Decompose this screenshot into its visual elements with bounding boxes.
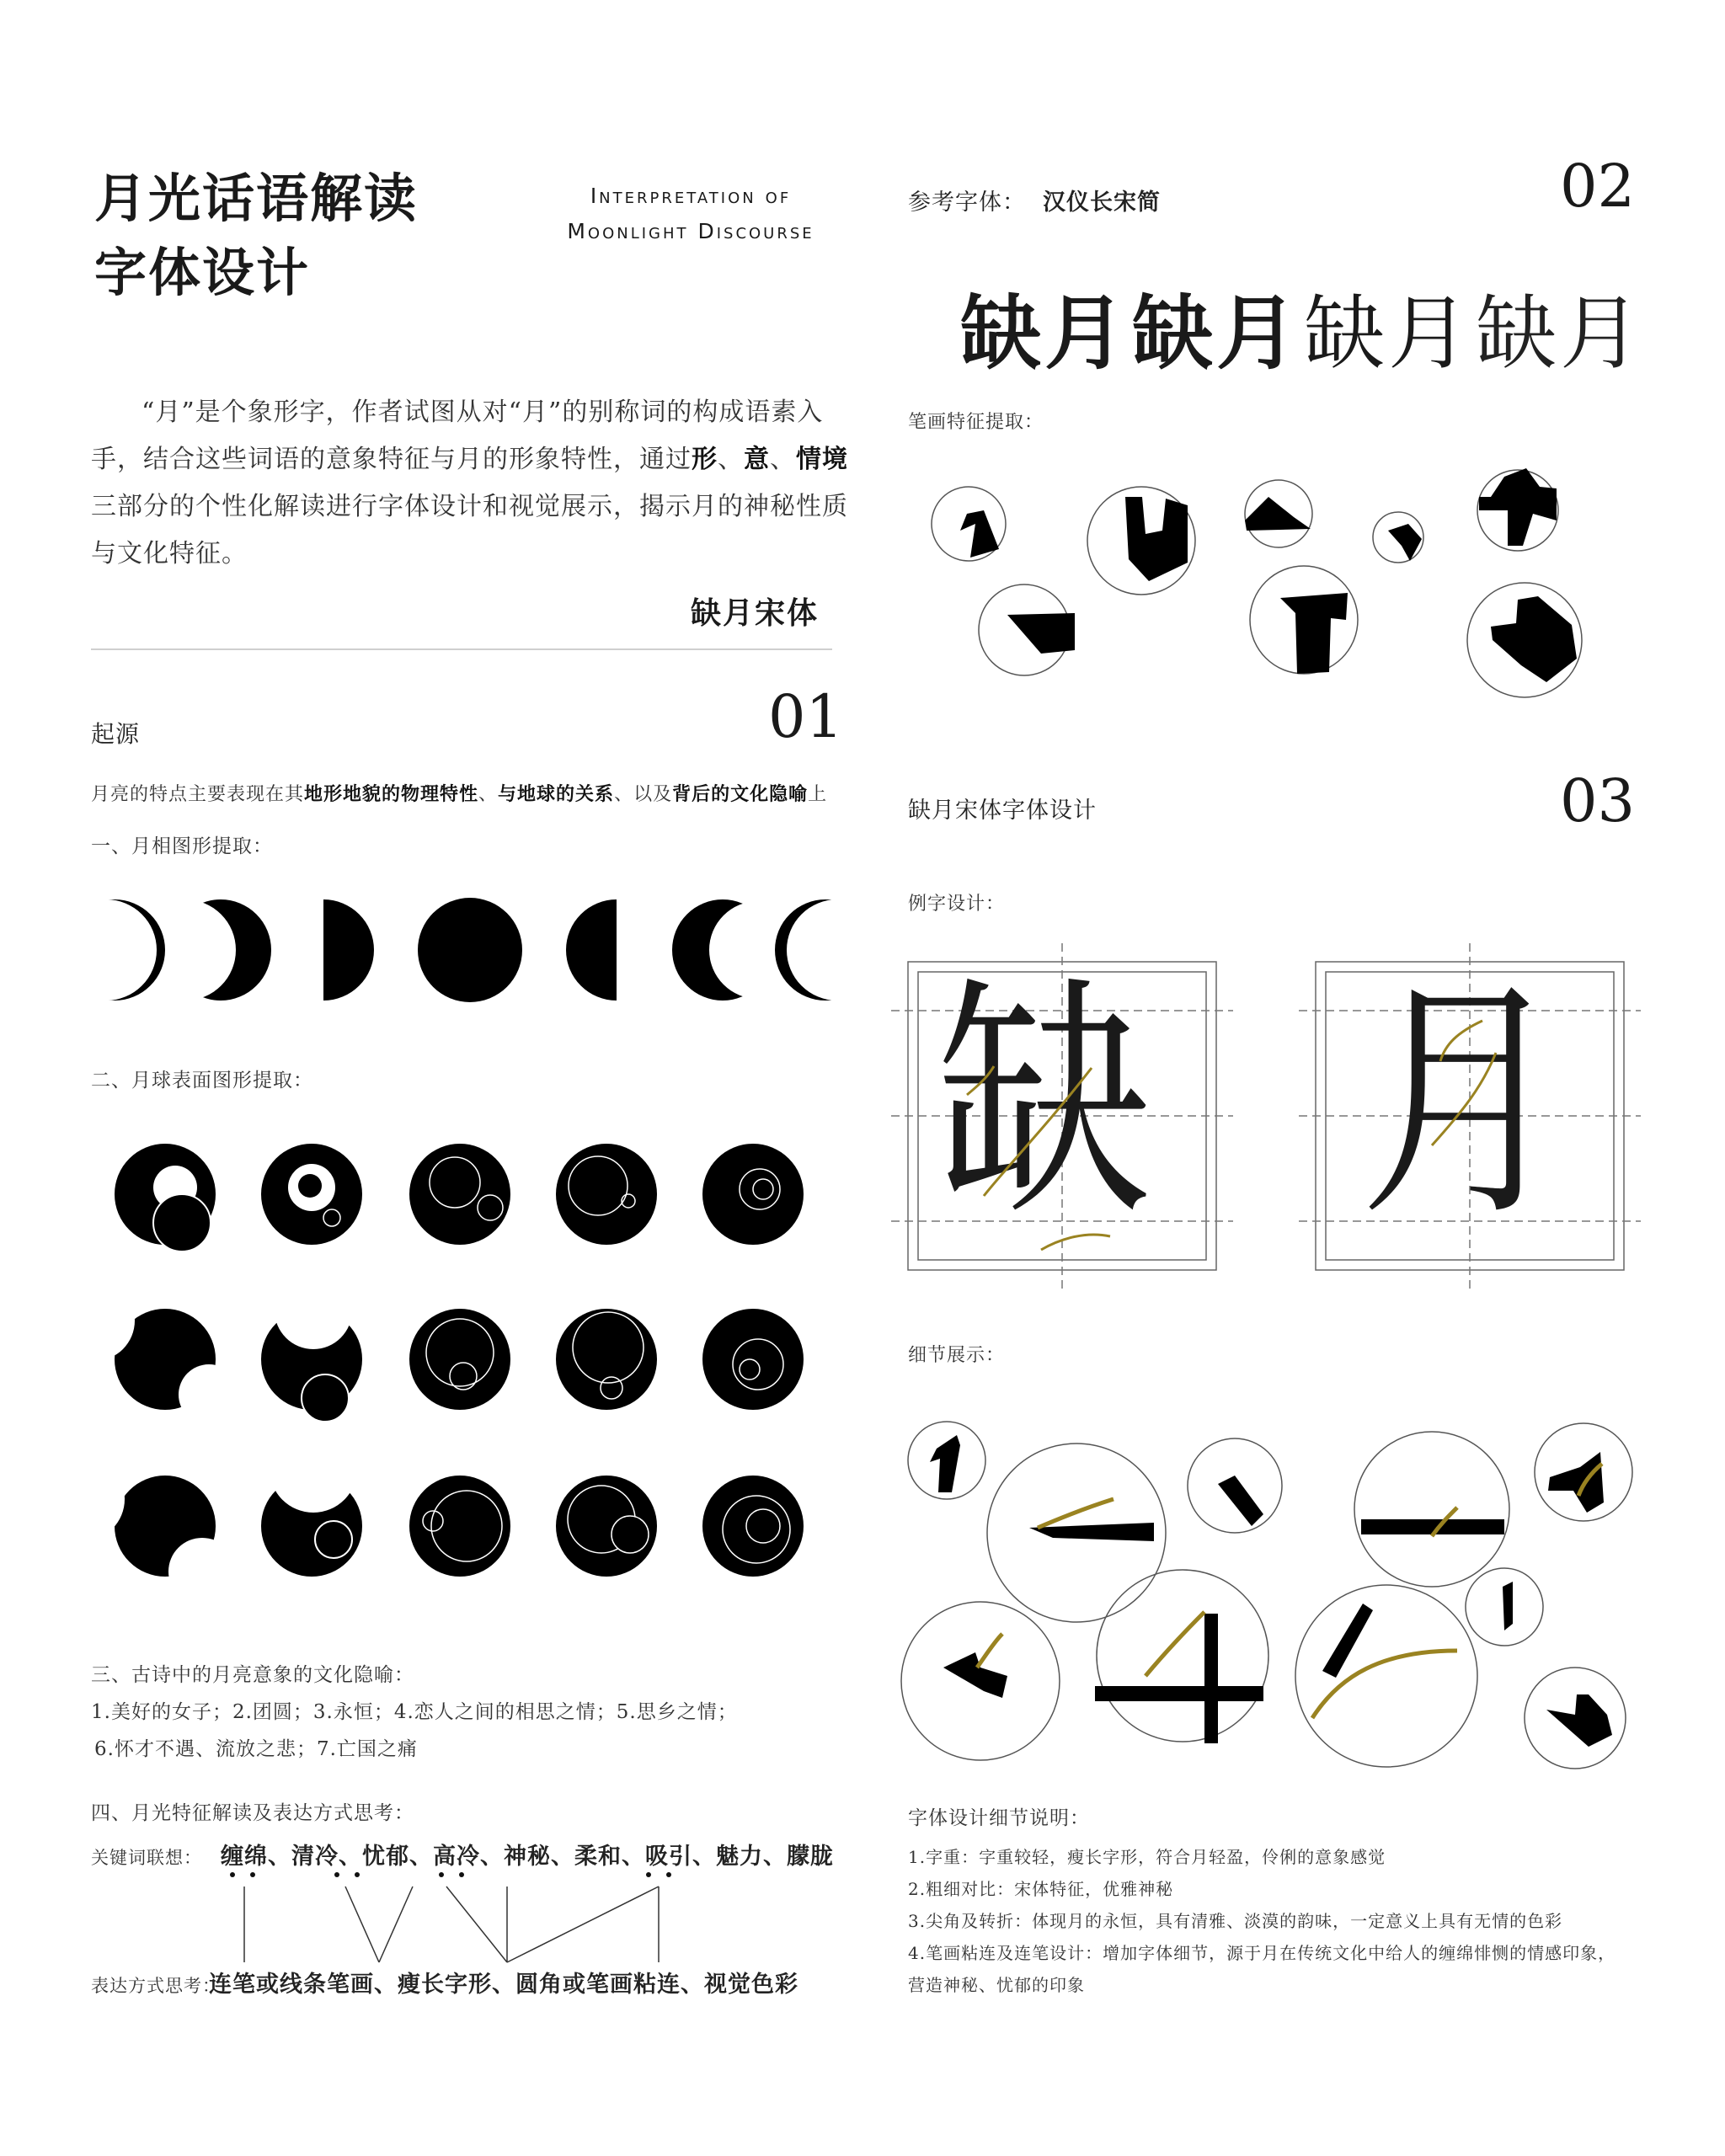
poetry-line-1: 1.美好的女子；2.团圆；3.永恒；4.恋人之间的相思之情；5.思乡之情； xyxy=(91,1701,738,1723)
section-03-title: 缺月宋体字体设计 xyxy=(908,798,1097,824)
font-name: 缺月宋体 xyxy=(691,595,820,631)
sample-bold: 缺月 xyxy=(1132,286,1300,381)
section-01-title: 起源 xyxy=(91,720,141,748)
analysis-label: 四、月光特征解读及表达方式思考： xyxy=(91,1802,414,1824)
moon-phase-label: 一、月相图形提取： xyxy=(91,835,273,857)
stroke-feature-label: 笔画特征提取： xyxy=(908,412,1044,433)
poetry-label: 三、古诗中的月亮意象的文化隐喻： xyxy=(91,1664,414,1686)
intro-text-1: “月”是个象形字，作者试图从对“月”的别称词的构成语素入手，结合这些词语的意象特征与月的形象特性，通过 xyxy=(91,398,824,474)
sample-light: 缺月 xyxy=(1476,286,1644,381)
desc-b: 地形地貌的物理特性 xyxy=(304,783,479,805)
intro-keyword-meaning: 意 xyxy=(744,445,770,474)
section-03-number: 03 xyxy=(1560,766,1636,835)
title-line-2: 字体设计 xyxy=(94,242,311,303)
detail-label: 细节展示： xyxy=(908,1345,1006,1366)
expression-label: 表达方式思考： xyxy=(91,1976,221,1996)
desc-c: 、 xyxy=(478,784,499,805)
note-item: 4.笔画粘连及连笔设计：增加字体细节，源于月在传统文化中给人的缠绵悱恻的情感印象， xyxy=(908,1943,1616,1963)
note-item: 营造神秘、忧郁的印象 xyxy=(908,1975,1085,1995)
expression: 连笔或线条笔画、瘦长字形、圆角或笔画粘连、视觉色彩 xyxy=(209,1972,798,1998)
desc-e: 、以及 xyxy=(614,784,673,805)
section-01-number: 01 xyxy=(768,682,844,751)
desc-d: 与地球的关系 xyxy=(498,783,615,805)
english-title-line-2: Moonlight Discourse xyxy=(567,219,814,243)
intro-keyword-form: 形 xyxy=(692,445,718,474)
keywords-label: 关键词联想： xyxy=(91,1848,202,1868)
poetry-line-2: 6.怀才不遇、流放之悲；7.亡国之痛 xyxy=(94,1738,418,1760)
moon-surface-label: 二、月球表面图形提取： xyxy=(91,1070,313,1091)
keywords: 缠绵、清冷、忧郁、高冷、神秘、柔和、吸引、魅力、朦胧 xyxy=(221,1844,834,1870)
reference-font-name: 汉仪长宋简 xyxy=(1043,189,1161,216)
note-item: 2.粗细对比：宋体特征，优雅神秘 xyxy=(908,1879,1174,1899)
notes-label: 字体设计细节说明： xyxy=(908,1807,1090,1829)
title-line-1: 月光话语解读 xyxy=(94,168,419,229)
desc-g: 上 xyxy=(808,784,828,805)
note-item: 3.尖角及转折：体现月的永恒，具有清雅、淡漠的韵味，一定意义上具有无情的色彩 xyxy=(908,1911,1563,1931)
note-item: 1.字重：字重较轻，瘦长字形，符合月轻盈，伶俐的意象感觉 xyxy=(908,1847,1386,1867)
designed-glyph-que: 缺 xyxy=(937,956,1151,1250)
section-02-number: 02 xyxy=(1560,152,1636,221)
designed-glyph-yue: 月 xyxy=(1359,956,1567,1250)
sample-heavy: 缺月 xyxy=(960,286,1129,381)
intro-sep-1: 、 xyxy=(718,445,744,474)
english-title-line-1: Interpretation of xyxy=(590,184,792,208)
reference-font-label: 参考字体： xyxy=(908,189,1026,216)
sample-regular: 缺月 xyxy=(1304,286,1472,381)
example-glyph-label: 例字设计： xyxy=(908,894,1006,915)
desc-f: 背后的文化隐喻 xyxy=(672,783,809,805)
intro-keyword-context: 情境 xyxy=(796,445,848,474)
desc-a: 月亮的特点主要表现在其 xyxy=(91,784,305,805)
notes-list xyxy=(908,1841,1666,2001)
intro-text-2: 三部分的个性化解读进行字体设计和视觉展示，揭示月的神秘性质与文化特征。 xyxy=(91,492,848,568)
intro-sep-2: 、 xyxy=(770,445,796,474)
